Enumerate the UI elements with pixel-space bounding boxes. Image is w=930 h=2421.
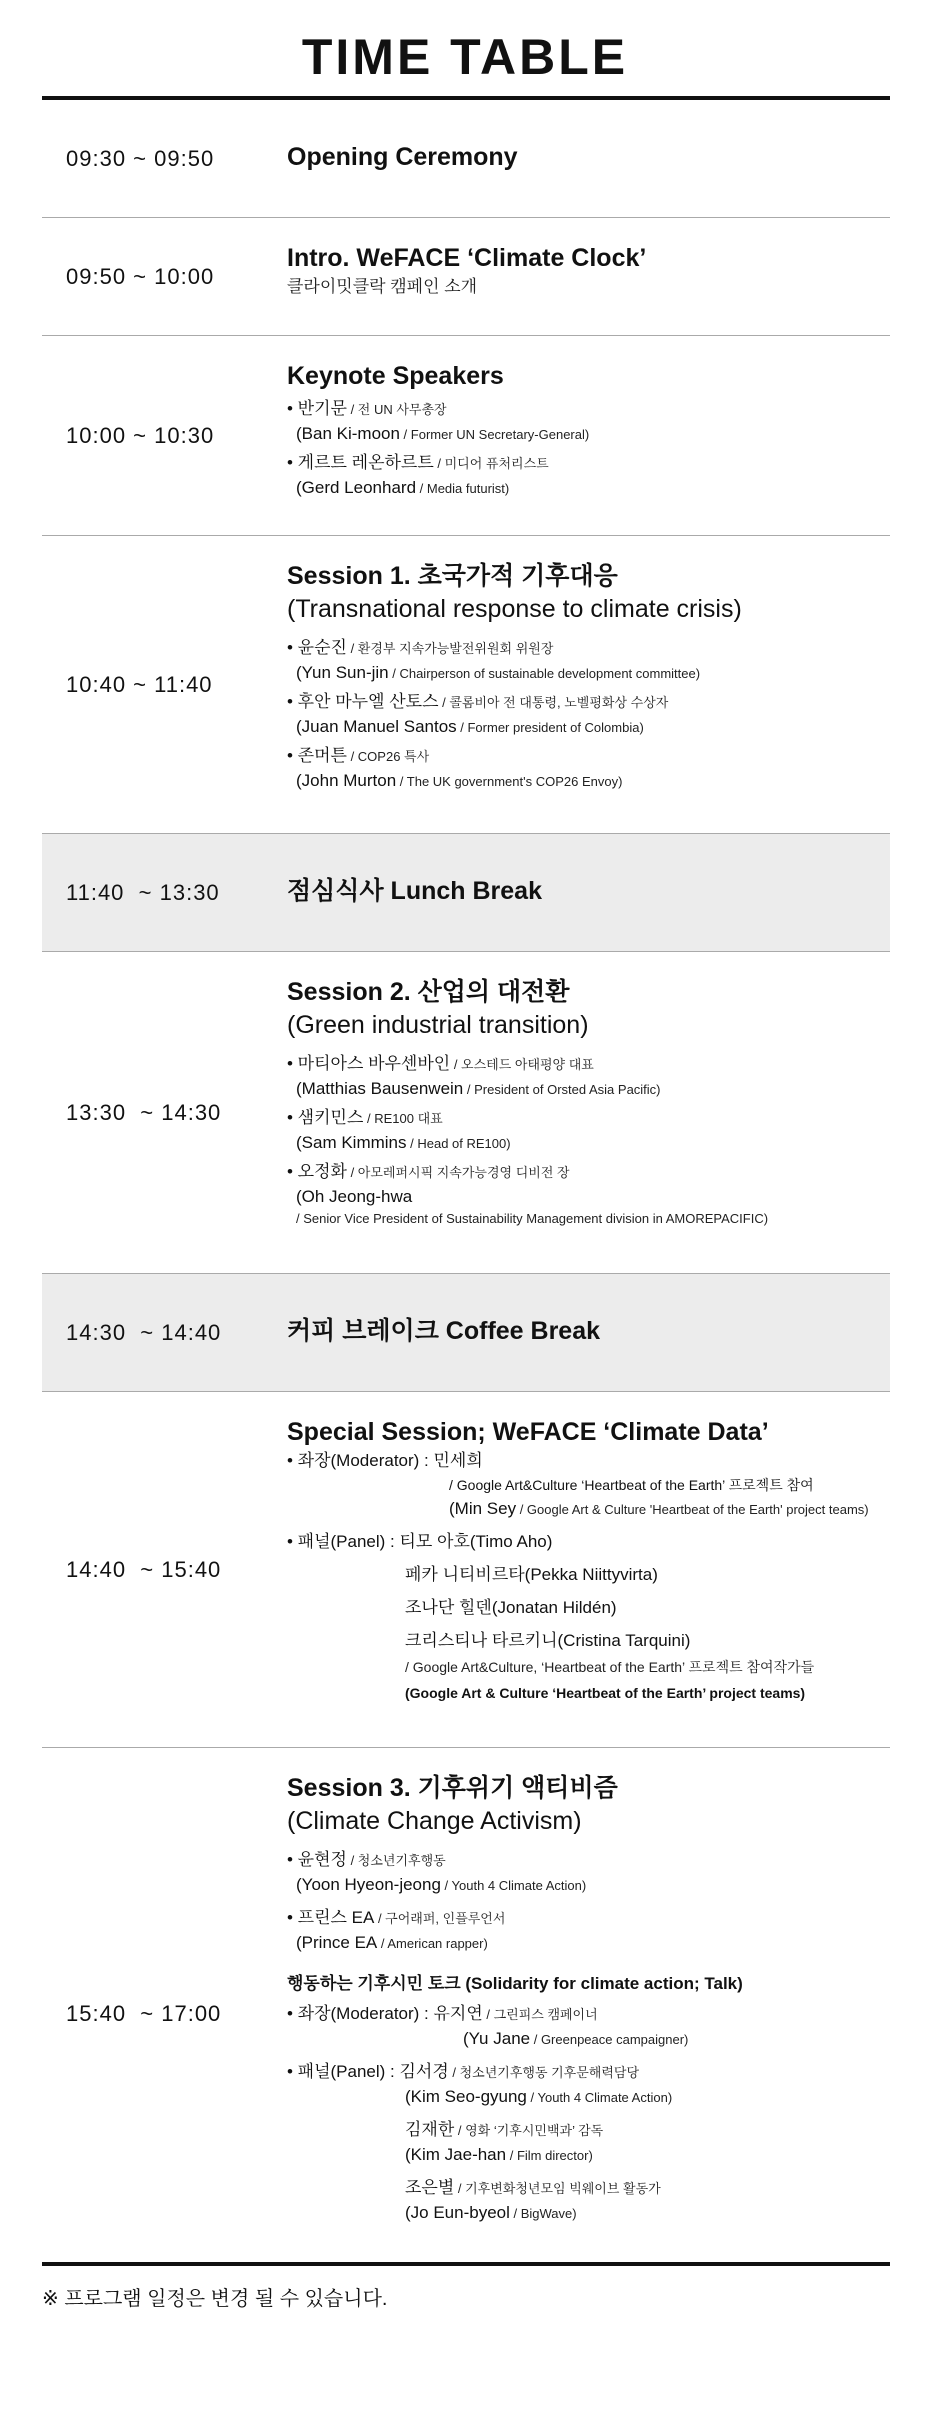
speaker-ko: • 프린스 EA / 구어래퍼, 인플루언서 <box>287 1908 506 1927</box>
panelist-ko: 김재한 / 영화 ‘기후시민백과’ 감독 <box>405 2120 604 2139</box>
panel-note: / Google Art&Culture, ‘Heartbeat of the Earth’ 프로젝트 참여작가들 <box>405 1659 815 1675</box>
row-title: Session 1. 초국가적 기후대응 <box>287 562 618 590</box>
row-title-en: (Green industrial transition) <box>287 1011 589 1039</box>
speaker-ko: • 윤순진 / 환경부 지속가능발전위원회 위원장 <box>287 638 554 657</box>
row-title: 점심식사 Lunch Break <box>287 877 542 905</box>
row-time: 10:40 ~ 11:40 <box>66 671 213 697</box>
panelist-ko: • 패널(Panel) : 김서경 / 청소년기후행동 기후문해력담당 <box>287 2062 640 2081</box>
schedule-row-break <box>42 834 890 952</box>
moderator-en: (Min Sey / Google Art & Culture 'Heartbeat of the Earth' project teams) <box>449 1499 869 1518</box>
panel-note-en: (Google Art & Culture ‘Heartbeat of the Earth’ project teams) <box>405 1685 806 1701</box>
row-title: Session 3. 기후위기 액티비즘 <box>287 1774 618 1802</box>
speaker-en: (Gerd Leonhard / Media futurist) <box>296 478 510 497</box>
speaker-ko: • 마티아스 바우센바인 / 오스테드 아태평양 대표 <box>287 1054 594 1073</box>
speaker-ko: • 게르트 레온하르트 / 미디어 퓨처리스트 <box>287 453 549 472</box>
speaker-ko: • 후안 마누엘 산토스 / 콜롬비아 전 대통령, 노벨평화상 수상자 <box>287 692 669 711</box>
panelist: 크리스티나 타르키니(Cristina Tarquini) <box>405 1631 691 1650</box>
row-time: 13:30 ~ 14:30 <box>66 1099 222 1125</box>
schedule-table <box>42 100 890 2280</box>
row-title: Keynote Speakers <box>287 362 504 390</box>
schedule-row <box>42 1392 890 1748</box>
moderator-role: / Google Art&Culture ‘Heartbeat of the Earth’ 프로젝트 참여 <box>449 1477 814 1493</box>
speaker-en: (Prince EA / American rapper) <box>296 1933 488 1952</box>
schedule-row-break <box>42 1274 890 1392</box>
moderator-ko: • 좌장(Moderator) : 유지연 / 그린피스 캠페이너 <box>287 2004 598 2023</box>
panelist: 조나단 힐덴(Jonatan Hildén) <box>405 1598 617 1617</box>
panelist: 페카 니티비르타(Pekka Niittyvirta) <box>405 1565 658 1584</box>
speaker-ko: • 반기문 / 전 UN 사무총장 <box>287 399 447 418</box>
row-subtitle: 클라이밋클락 캠페인 소개 <box>287 277 478 296</box>
panelist-en: (Kim Seo-gyung / Youth 4 Climate Action) <box>405 2087 673 2106</box>
panelist-en: (Jo Eun-byeol / BigWave) <box>405 2203 577 2222</box>
panelist-en: (Kim Jae-han / Film director) <box>405 2145 593 2164</box>
row-time: 15:40 ~ 17:00 <box>66 2001 222 2026</box>
schedule-row <box>42 536 890 834</box>
schedule-note: ※ 프로그램 일정은 변경 될 수 있습니다. <box>42 2288 388 2310</box>
row-time: 10:00 ~ 10:30 <box>66 422 215 448</box>
speaker-ko: • 샘키민스 / RE100 대표 <box>287 1108 443 1127</box>
row-title: 커피 브레이크 Coffee Break <box>287 1317 601 1345</box>
speaker-ko: • 존머튼 / COP26 특사 <box>287 746 430 765</box>
row-title: Intro. WeFACE ‘Climate Clock’ <box>287 244 647 272</box>
talk-title: 행동하는 기후시민 토크 (Solidarity for climate action; Talk) <box>287 1974 743 1993</box>
speaker-en: (Yoon Hyeon-jeong / Youth 4 Climate Action) <box>296 1875 587 1894</box>
moderator-label: • 좌장(Moderator) : 민세희 <box>287 1451 483 1470</box>
speaker-ko: • 오정화 / 아모레퍼시픽 지속가능경영 디비전 장 <box>287 1162 570 1181</box>
row-time: 09:30 ~ 09:50 <box>66 145 215 171</box>
schedule-row <box>42 336 890 536</box>
speaker-en-role: / Senior Vice President of Sustainability Management division in AMOREPACIFIC) <box>296 1211 769 1226</box>
speaker-en: (Ban Ki-moon / Former UN Secretary-General) <box>296 424 590 443</box>
speaker-en: (Matthias Bausenwein / President of Orsted Asia Pacific) <box>296 1079 661 1098</box>
row-time: 14:40 ~ 15:40 <box>66 1556 222 1582</box>
schedule-row <box>42 952 890 1274</box>
schedule-row <box>42 1748 890 2280</box>
row-title: Opening Ceremony <box>287 143 518 171</box>
speaker-en: (John Murton / The UK government's COP26 Envoy) <box>296 771 623 790</box>
row-title: Special Session; WeFACE ‘Climate Data’ <box>287 1418 769 1446</box>
speaker-en: (Oh Jeong-hwa <box>296 1187 413 1206</box>
panel-label: • 패널(Panel) : 티모 아호(Timo Aho) <box>287 1532 553 1551</box>
bottom-rule <box>42 2262 890 2266</box>
row-title-en: (Transnational response to climate crisis) <box>287 595 742 623</box>
page-title: TIME TABLE <box>301 29 629 85</box>
panelist-ko: 조은별 / 기후변화청년모임 빅웨이브 활동가 <box>405 2178 661 2197</box>
moderator-en: (Yu Jane / Greenpeace campaigner) <box>463 2029 689 2048</box>
speaker-ko: • 윤현정 / 청소년기후행동 <box>287 1850 446 1869</box>
row-time: 14:30 ~ 14:40 <box>66 1319 222 1345</box>
schedule-row <box>42 218 890 336</box>
speaker-en: (Sam Kimmins / Head of RE100) <box>296 1133 511 1152</box>
row-time: 09:50 ~ 10:00 <box>66 263 215 289</box>
row-time: 11:40 ~ 13:30 <box>66 879 220 905</box>
row-title-en: (Climate Change Activism) <box>287 1807 582 1835</box>
speaker-en: (Juan Manuel Santos / Former president of Colombia) <box>296 717 644 736</box>
speaker-en: (Yun Sun-jin / Chairperson of sustainable development committee) <box>296 663 701 682</box>
row-title: Session 2. 산업의 대전환 <box>287 978 570 1006</box>
schedule-row <box>42 100 890 218</box>
